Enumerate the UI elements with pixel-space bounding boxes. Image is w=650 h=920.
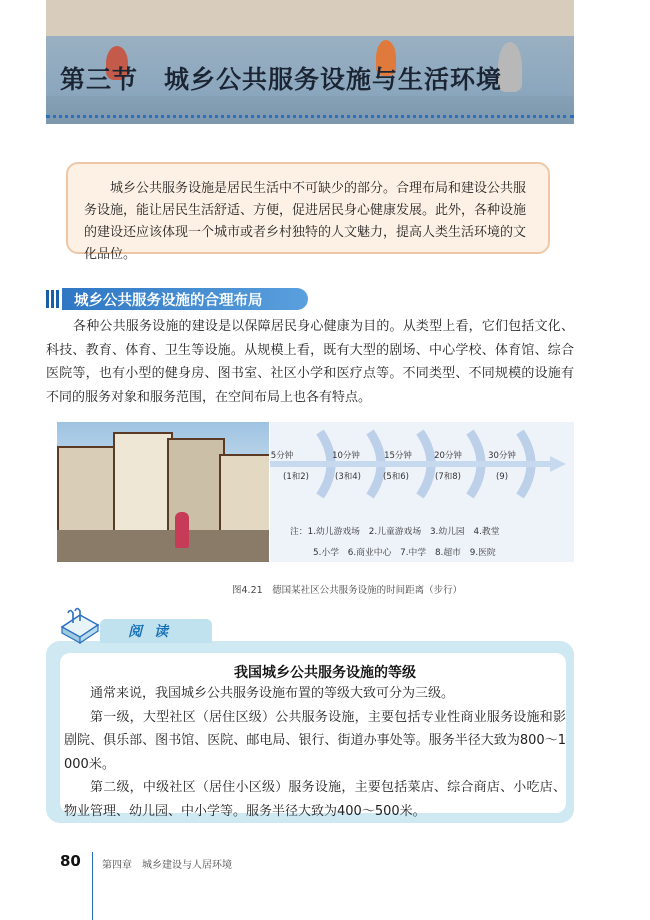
reading-paragraph: 第二级，中级社区（居住小区级）服务设施，主要包括菜店、综合商店、小吃店、物业管理、幼儿园、中小学等。服务半径大致为400～500米。 — [64, 780, 566, 819]
ring-items-5: (9) — [495, 472, 509, 482]
reading-paragraph: 第一级，大型社区（居住区级）公共服务设施，主要包括专业性商业服务设施和影剧院、俱乐部、图书馆、医院、邮电局、银行、街道办事处等。服务半径大致为800～1 000米。 — [64, 709, 566, 772]
subsection-header — [46, 288, 308, 310]
ring-items-2: (3和4) — [335, 472, 361, 482]
banner-dotted-rule — [46, 115, 574, 118]
diagram-note-line1: 注：1.幼儿游戏场 2.儿童游戏场 3.幼儿园 4.教堂 — [290, 527, 500, 537]
ring-time-1: 5分钟 — [270, 451, 294, 461]
banner-building — [46, 0, 574, 40]
time-distance-diagram — [270, 422, 574, 562]
footer-divider — [92, 852, 93, 920]
reading-tab-label: 阅读 — [128, 624, 180, 640]
ring-time-5: 30分钟 — [488, 451, 516, 461]
ring-time-3: 15分钟 — [384, 451, 412, 461]
page-number: 80 — [60, 852, 81, 870]
street-photo — [57, 422, 269, 562]
ring-items-4: (7和8) — [435, 472, 461, 482]
arrow-right-icon — [270, 456, 566, 472]
subsection-title: 城乡公共服务设施的合理布局 — [74, 293, 263, 309]
photo-person — [175, 512, 189, 548]
ring-time-2: 10分钟 — [332, 451, 360, 461]
reading-tab — [100, 619, 212, 643]
body-paragraph: 各种公共服务设施的建设是以保障居民身心健康为目的。从类型上看，它们包括文化、科技、教育、体育、卫生等设施。从规模上看，既有大型的剧场、中心学校、体育馆、综合医院等，也有小型的健身房、图书室、社区小学和医疗点等。不同类型、不同规模的设施有不同的服务对象和服务范围，在空间布局上也各有特点。 — [46, 319, 574, 405]
reading-text — [64, 682, 566, 823]
photo-road — [57, 530, 269, 562]
section-banner — [46, 0, 574, 124]
ring-items-3: (5和6) — [383, 472, 409, 482]
reading-paragraph: 通常来说，我国城乡公共服务设施布置的等级大致可分为三级。 — [90, 686, 455, 701]
ring-time-4: 20分钟 — [434, 451, 462, 461]
subsection-stripes — [46, 290, 60, 308]
intro-box: 城乡公共服务设施是居民生活中不可缺少的部分。合理布局和建设公共服务设施，能让居民生活舒适、方便，促进居民身心健康发展。此外，各种设施的建设还应该体现一个城市或者乡村独特的人文魅力，提高人类生活环境的文化品位。 — [66, 162, 550, 254]
photo-house — [57, 446, 119, 532]
book-icon — [58, 607, 102, 647]
figure-caption: 图4.21 德国某社区公共服务设施的时间距离（步行） — [232, 585, 463, 596]
photo-house — [219, 454, 269, 532]
section-title: 第三节 城乡公共服务设施与生活环境 — [60, 65, 503, 94]
photo-house — [113, 432, 173, 532]
chapter-label: 第四章 城乡建设与人居环境 — [102, 860, 232, 871]
reading-title: 我国城乡公共服务设施的等级 — [234, 665, 416, 681]
ring-items-1: (1和2) — [283, 472, 309, 482]
diagram-note-line2: 5.小学 6.商业中心 7.中学 8.超市 9.医院 — [313, 548, 496, 558]
